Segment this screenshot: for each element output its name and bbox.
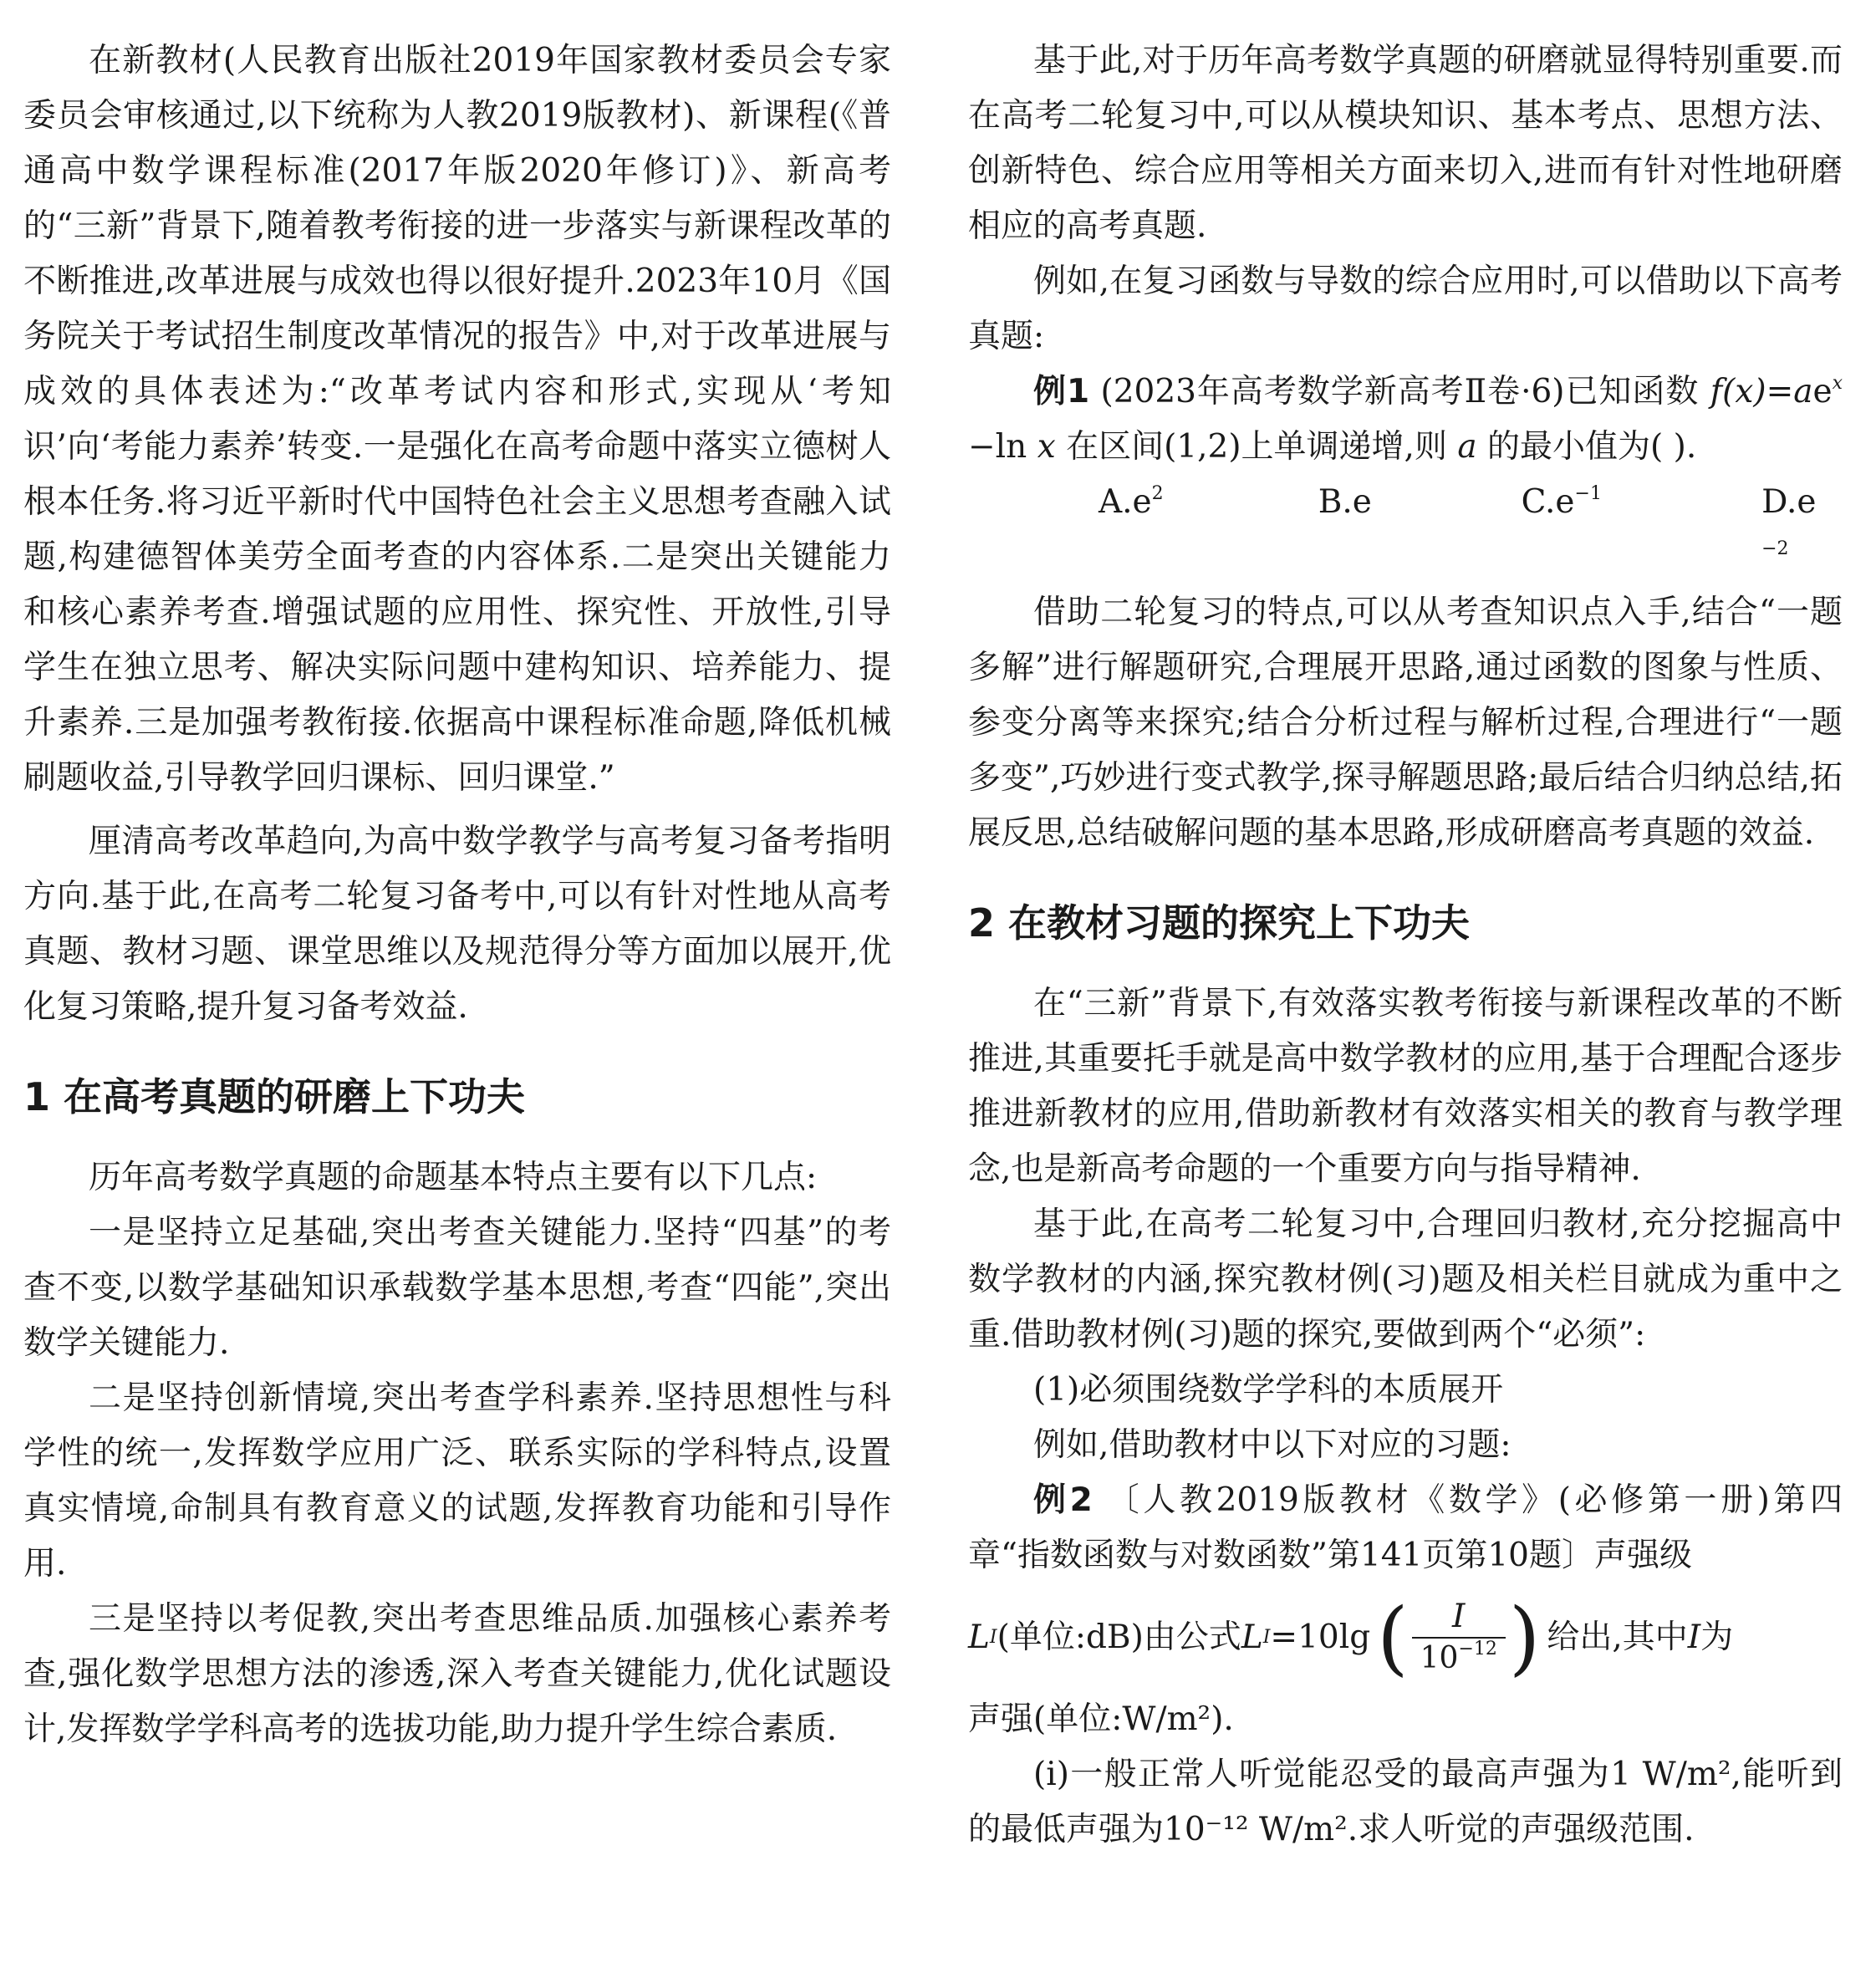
intro-paragraph-2: 厘清高考改革趋向,为高中数学教学与高考复习备考指明方向.基于此,在高考二轮复习备考中,可以有针对性地从高考真题、教材习题、课堂思维以及规范得分等方面加以展开,优化复习策略,提升复习备考效益.	[23, 823, 891, 1026]
section-2-paragraph-3: (1)必须围绕数学学科的本质展开	[1033, 1371, 1504, 1409]
section-2-paragraph-1: 在“三新”背景下,有效落实教考衔接与新课程改革的不断推进,其重要托手就是高中数学教材的应用,基于合理配合逐步推进新教材的应用,借助新教材有效落实相关的教育与教学理念,也是新高考命题的一个重要方向与指导精神.	[968, 985, 1843, 1188]
section-2-paragraph-2: 基于此,在高考二轮复习中,合理回归教材,充分挖掘高中数学教材的内涵,探究教材例(习)题及相关栏目就成为重中之重.借助教材例(习)题的探究,要做到两个“必须”:	[968, 1206, 1843, 1353]
option-d: $D.e^{-2}$	[1761, 483, 1817, 559]
example-1-exp-base: e	[1812, 373, 1833, 410]
formula-eq: =10lg	[1270, 1619, 1371, 1656]
formula-l-2: L	[1241, 1619, 1263, 1656]
example-1-options	[968, 475, 1843, 585]
example-2	[968, 1473, 1843, 1583]
formula-tail: 给出,其中	[1547, 1619, 1688, 1656]
option-b: B.e	[1318, 483, 1372, 521]
formula-l: L	[968, 1619, 990, 1656]
left-column	[23, 33, 891, 1757]
section-1-paragraph-4: 三是坚持以考促教,突出考查思维品质.加强核心素养考查,强化数学思想方法的渗透,深入考查关键能力,优化试题设计,发挥数学学科高考的选拔功能,助力提升学生综合素质.	[23, 1600, 891, 1748]
example-1	[968, 364, 1843, 475]
right-column	[968, 33, 1843, 1858]
section-1-paragraph-1: 历年高考数学真题的命题基本特点主要有以下几点:	[89, 1159, 818, 1196]
option-c: $C.e^{-1}$	[1521, 483, 1602, 521]
right-paren: )	[1508, 1591, 1541, 1685]
section-1-heading: 1 在高考真题的研磨上下功夫	[23, 1074, 526, 1119]
section-1-paragraph-2: 一是坚持立足基础,突出考查关键能力.坚持“四基”的考查不变,以数学基础知识承载数学基本思想,考查“四能”,突出数学关键能力.	[23, 1214, 891, 1362]
example-1-label: 例1	[1033, 373, 1090, 410]
example-1-ln-arg: x	[1037, 428, 1056, 466]
right-paragraph-1: 基于此,对于历年高考数学真题的研磨就显得特别重要.而在高考二轮复习中,可以从模块知识、基本考点、思想方法、创新特色、综合应用等相关方面来切入,进而有针对性地研磨相应的高考真题.	[968, 42, 1843, 245]
formula-tail-end: 为	[1700, 1619, 1734, 1656]
formula-tail-var: I	[1687, 1619, 1701, 1656]
formula-fraction-group	[1377, 1591, 1541, 1685]
section-1-paragraph-3: 二是坚持创新情境,突出考查学科素养.坚持思想性与科学性的统一,发挥数学应用广泛、联系实际的学科特点,设置真实情境,命制具有教育意义的试题,发挥教育功能和引导作用.	[23, 1379, 891, 1583]
option-a: $A.e^2$	[1099, 483, 1164, 521]
left-paren: (	[1377, 1591, 1409, 1685]
formula-fraction	[1412, 1597, 1506, 1679]
example-1-exp-sup: x	[1832, 373, 1843, 394]
right-paragraph-2: 例如,在复习函数与导数的综合应用时,可以借助以下高考真题:	[968, 263, 1843, 355]
example-1-function-lhs: f(x)=a	[1710, 373, 1813, 410]
intro-paragraph-1: 在新教材(人民教育出版社2019年国家教材委员会专家委员会审核通过,以下统称为人教2019版教材)、新课程(《普通高中数学课程标准(2017年版2020年修订)》、新高考的“三新”背景下,随着教考衔接的进一步落实与新课程改革的不断推进,改革进展与成效也得以很好提升.2023年10月《国务院关于考试招生制度改革情况的报告》中,对于改革进展与成效的具体表述为:“改革考试内容和形式,实现从‘考知识’向‘考能力素养’转变.一是强化在高考命题中落实立德树人根本任务.将习近平新时代中国特色社会主义思想考查融入试题,构建德智体美劳全面考查的内容体系.二是突出关键能力和核心素养考查.增强试题的应用性、探究性、开放性,引导学生在独立思考、解决实际问题中建构知识、培养能力、提升素养.三是加强考教衔接.依据高中课程标准命题,降低机械刷题收益,引导教学回归课标、回归课堂.”	[23, 42, 891, 797]
section-2-paragraph-4: 例如,借助教材中以下对应的习题:	[1033, 1426, 1512, 1464]
example-1-ln: −ln	[968, 428, 1027, 466]
section-2-heading: 2 在教材习题的探究上下功夫	[968, 900, 1471, 946]
example-2-part-i: (i)一般正常人听觉能忍受的最高声强为1 W/m²,能听到的最低声强为10⁻¹² W/m².求人听觉的声强级范围.	[968, 1756, 1843, 1848]
example-1-tail-2: 的最小值为( ).	[1487, 428, 1697, 466]
example-1-var-a: a	[1457, 428, 1477, 466]
example-2-unit-line: 声强(单位:W/m²).	[968, 1700, 1234, 1738]
example-1-tail-1: 在区间(1,2)上单调递增,则	[1066, 428, 1447, 466]
fraction-numerator: I	[1452, 1598, 1466, 1635]
example-2-formula-line: L I (单位:dB)由公式 L I =10lg ( $\frac{I}{10^{-12}}$ ) 给出,其中 I 为	[968, 1591, 1734, 1685]
fraction-denominator: $10^{-12}$	[1412, 1637, 1506, 1679]
example-2-source: 〔人教2019版教材《数学》(必修第一册)第四章“指数函数与对数函数”第141页第10题〕声强级	[968, 1481, 1843, 1574]
formula-unit: (单位:dB)由公式	[997, 1619, 1241, 1656]
example-2-label: 例2	[1033, 1481, 1093, 1519]
paragraph-after-example-1: 借助二轮复习的特点,可以从考查知识点入手,结合“一题多解”进行解题研究,合理展开思路,通过函数的图象与性质、参变分离等来探究;结合分析过程与解析过程,合理进行“一题多变”,巧妙进行变式教学,探寻解题思路;最后结合归纳总结,拓展反思,总结破解问题的基本思路,形成研磨高考真题的效益.	[968, 594, 1843, 852]
example-1-source: (2023年高考数学新高考Ⅱ卷·6)已知函数	[1100, 373, 1700, 410]
